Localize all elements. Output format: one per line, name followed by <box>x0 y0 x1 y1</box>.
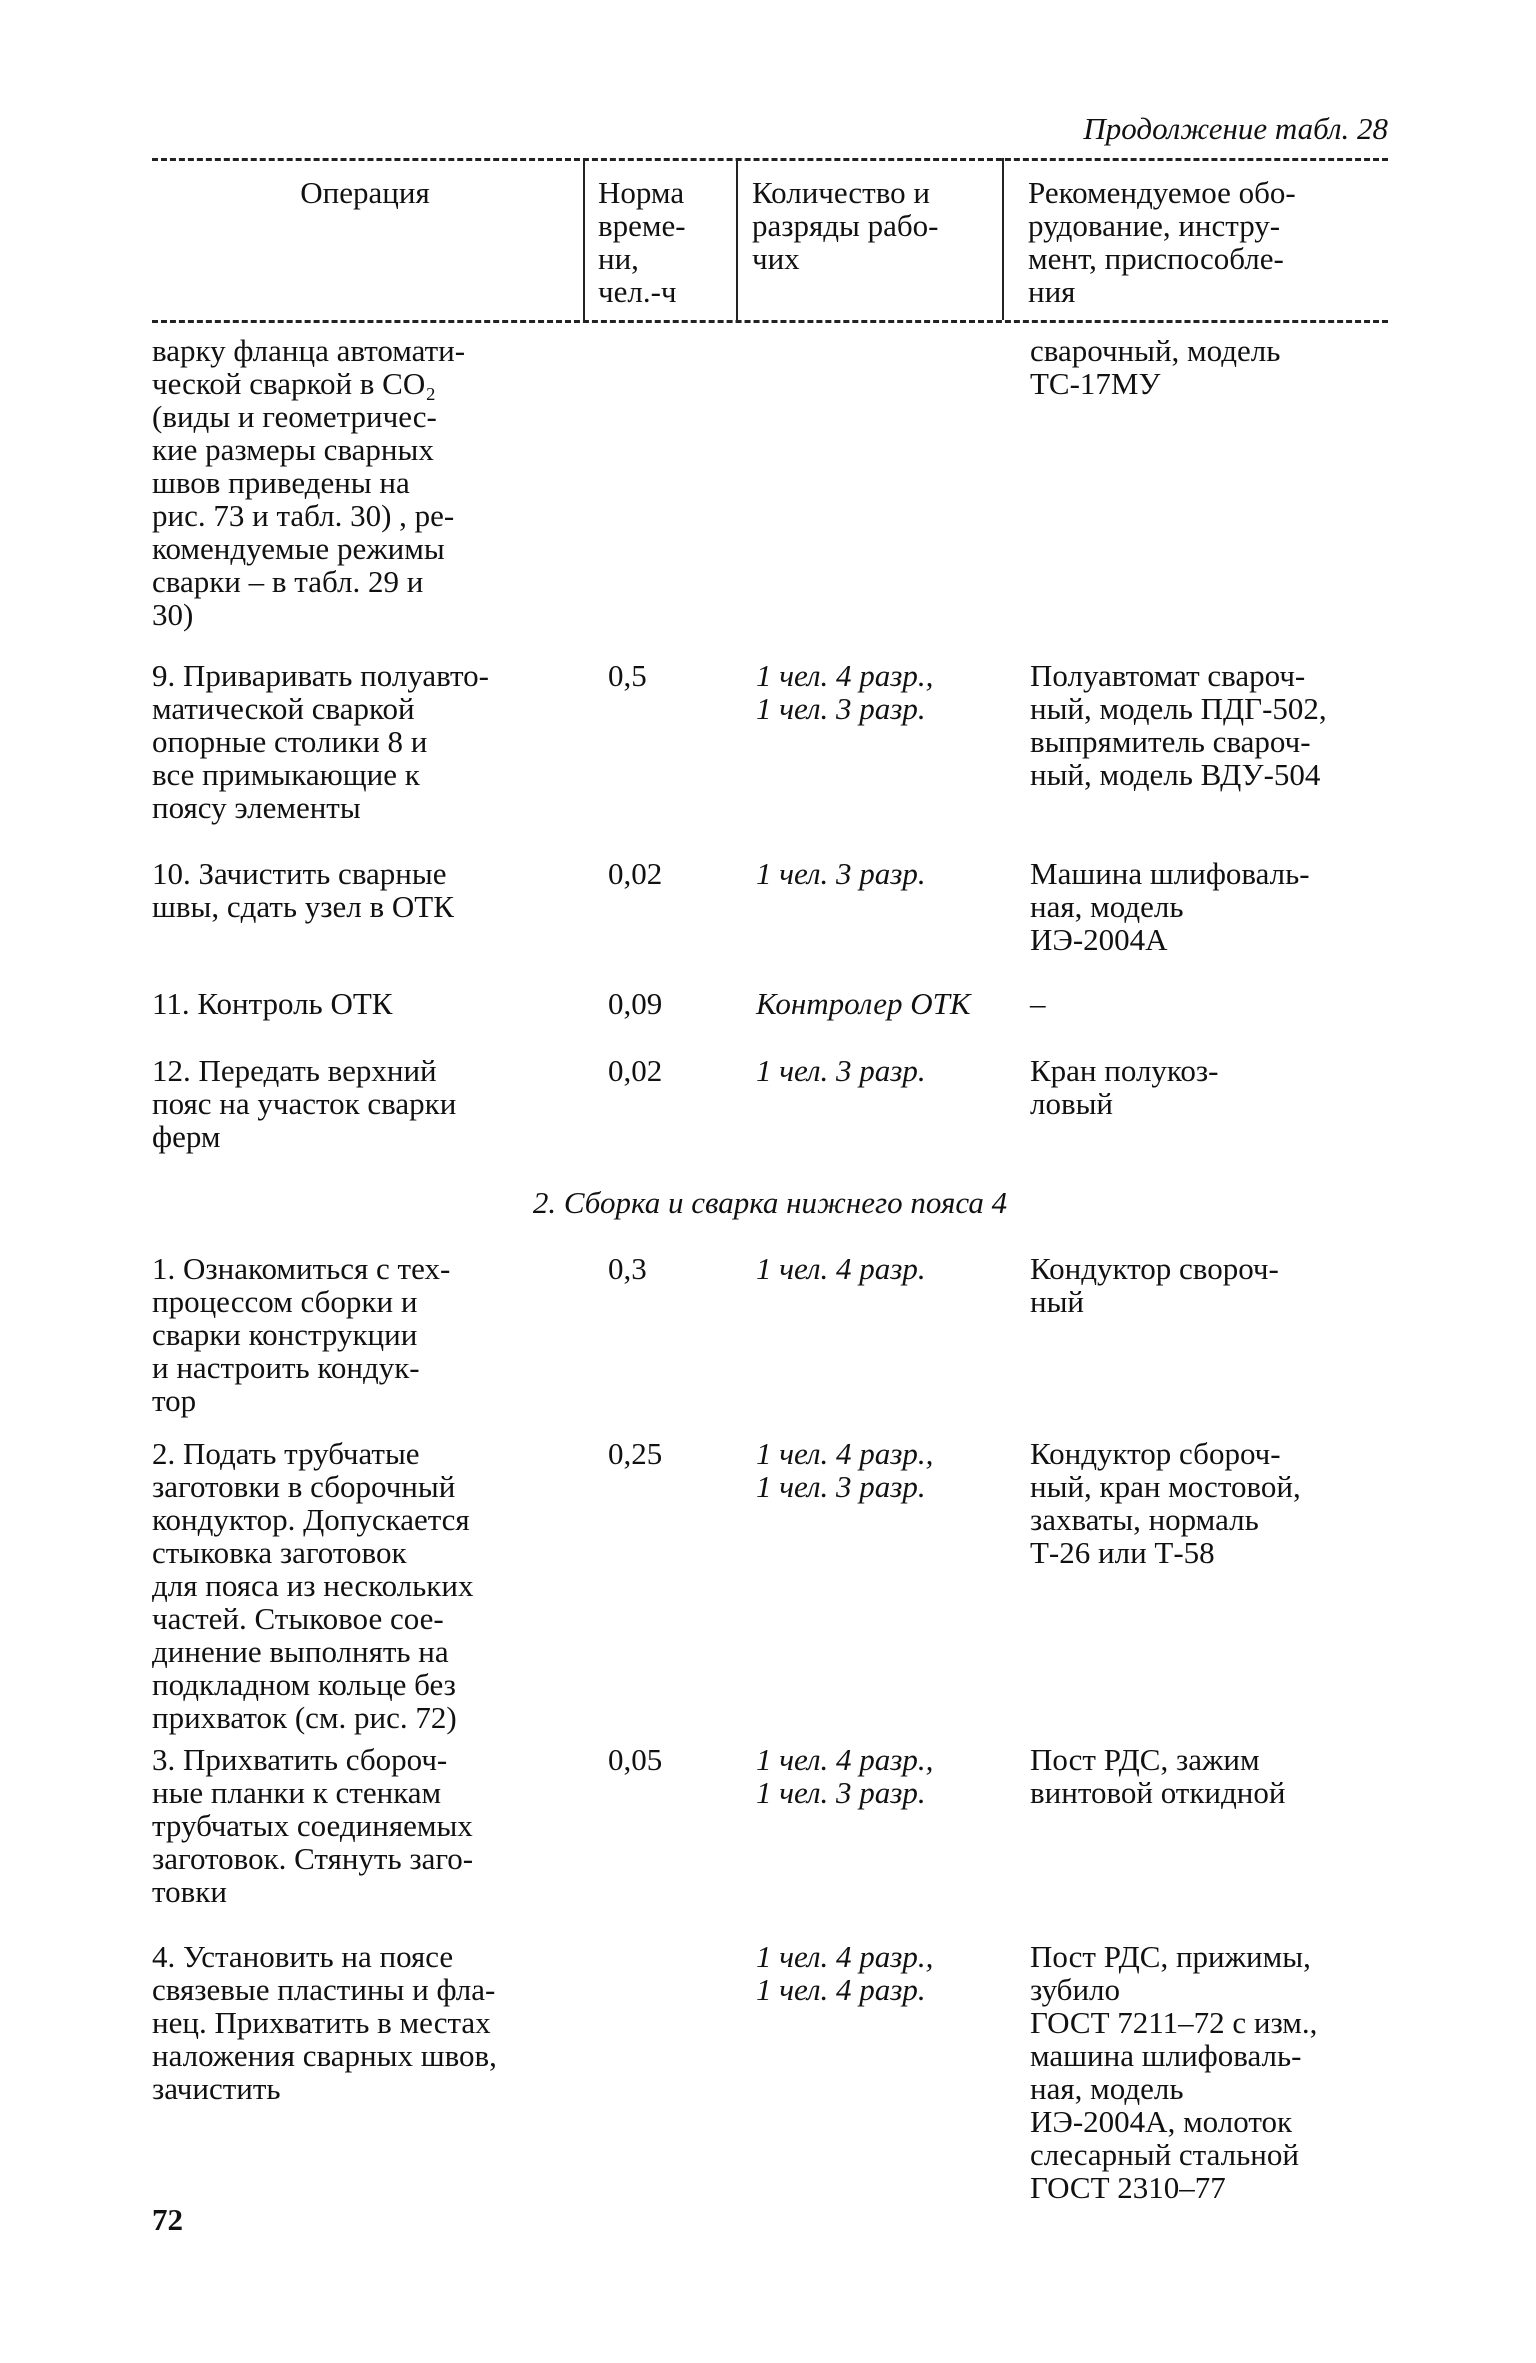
row-workers: 1 чел. 4 разр. <box>756 1251 926 1286</box>
page-number: 72 <box>152 2202 183 2237</box>
header-equipment: Рекомендуемое обо- рудование, инстру- мент, приспособле- ния <box>1028 175 1296 309</box>
row-op: 12. Передать верхний пояс на участок сварки ферм <box>152 1053 457 1154</box>
row-op: 4. Установить на поясе связевые пластины и фла- нец. Прихватить в местах наложения сварных швов, зачистить <box>152 1939 497 2106</box>
section-title: 2. Сборка и сварка нижнего пояса 4 <box>532 1185 1008 1220</box>
row-equipment: Кондуктор сбороч- ный, кран мостовой, захваты, нормаль Т-26 или Т-58 <box>1030 1436 1301 1570</box>
header-workers: Количество и разряды рабо- чих <box>752 175 939 276</box>
row-equipment: Машина шлифоваль- ная, модель ИЭ-2004А <box>1030 856 1310 957</box>
row-norm: 0,02 <box>608 1053 663 1088</box>
row-op: 9. Приваривать полуавто- матической сваркой опорные столики 8 и все примыкающие к поясу элементы <box>152 658 490 825</box>
row-op: варку фланца автомати- ческой сваркой в CO₂ (виды и геометричес- кие размеры сварных швов приведены на рис. 73 и табл. 30) , ре- комендуемые режимы сварки – в табл. 29 и 30) <box>152 333 466 632</box>
row-equipment: сварочный, модель ТС-17МУ <box>1030 333 1281 401</box>
header-time-norm: Норма време- ни, чел.-ч <box>598 175 686 309</box>
row-norm: 0,3 <box>608 1251 647 1286</box>
row-workers: 1 чел. 4 разр., 1 чел. 4 разр. <box>756 1939 934 2007</box>
header-divider-1 <box>583 158 585 320</box>
row-workers: 1 чел. 4 разр., 1 чел. 3 разр. <box>756 1742 934 1810</box>
row-workers: 1 чел. 4 разр., 1 чел. 3 разр. <box>756 1436 934 1504</box>
row-op: 2. Подать трубчатые заготовки в сборочный кондуктор. Допускается стыковка заготовок для пояса из нескольких частей. Стыковое сое- динение выполнять на подкладном кольце без прихваток (см. рис. 72) <box>152 1436 474 1735</box>
header-bottom-rule <box>152 320 1388 323</box>
row-op: 1. Ознакомиться с тех- процессом сборки и сварки конструкции и настроить кондук- тор <box>152 1251 451 1418</box>
row-equipment: Кондуктор свороч- ный <box>1030 1251 1279 1319</box>
row-workers: 1 чел. 3 разр. <box>756 856 926 891</box>
row-equipment: Пост РДС, зажим винтовой откидной <box>1030 1742 1286 1810</box>
row-op: 10. Зачистить сварные швы, сдать узел в ОТК <box>152 856 454 924</box>
table-top-rule <box>152 158 1388 161</box>
row-norm: 0,02 <box>608 856 663 891</box>
header-operation: Операция <box>300 175 430 210</box>
row-equipment: Кран полукоз- ловый <box>1030 1053 1219 1121</box>
row-equipment: Пост РДС, прижимы, зубило ГОСТ 7211–72 с изм., машина шлифоваль- ная, модель ИЭ-2004А, молоток слесарный стальной ГОСТ 2310–77 <box>1030 1939 1318 2205</box>
row-op: 3. Прихватить сбороч- ные планки к стенкам трубчатых соединяемых заготовок. Стянуть заго- товки <box>152 1742 474 1909</box>
header-divider-3 <box>1002 158 1004 320</box>
row-norm: 0,25 <box>608 1436 663 1471</box>
row-equipment: Полуавтомат свароч- ный, модель ПДГ-502, выпрямитель свароч- ный, модель ВДУ-504 <box>1030 658 1327 792</box>
row-norm: 0,5 <box>608 658 647 693</box>
continuation-label: Продолжение табл. 28 <box>1083 111 1388 146</box>
header-divider-2 <box>736 158 738 320</box>
row-norm: 0,09 <box>608 986 663 1021</box>
row-workers: Контролер ОТК <box>756 986 971 1021</box>
row-workers: 1 чел. 4 разр., 1 чел. 3 разр. <box>756 658 934 726</box>
row-equipment: – <box>1030 986 1046 1021</box>
row-op: 11. Контроль ОТК <box>152 986 393 1021</box>
row-norm: 0,05 <box>608 1742 663 1777</box>
row-workers: 1 чел. 3 разр. <box>756 1053 926 1088</box>
